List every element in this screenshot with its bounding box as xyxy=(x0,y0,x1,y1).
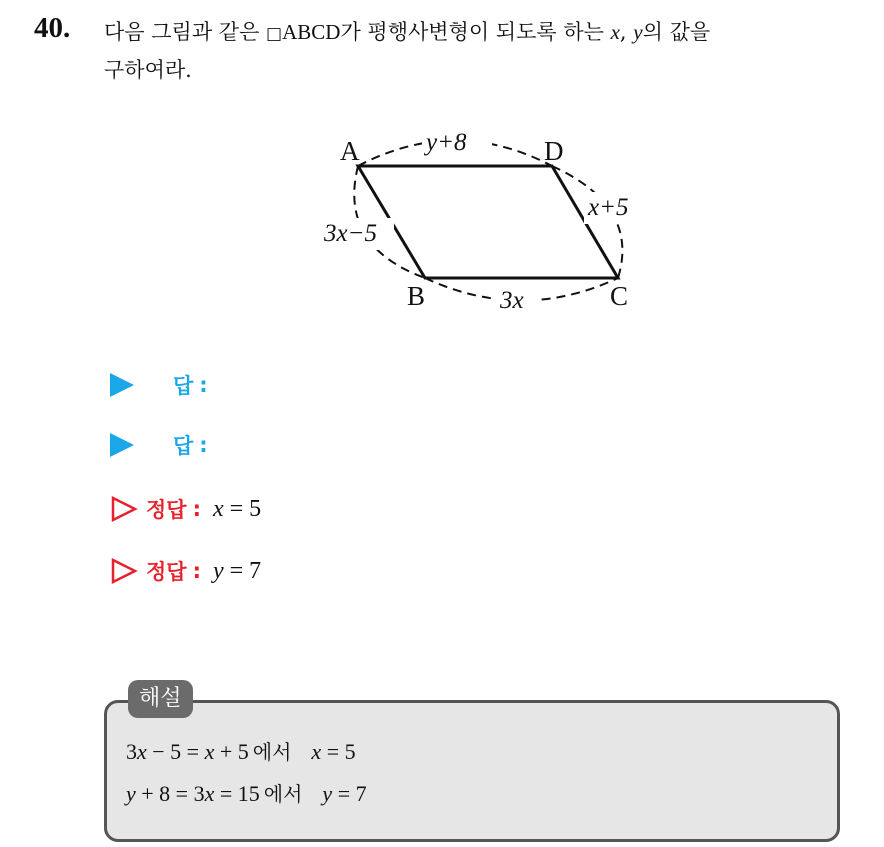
side-label-bc: 3x xyxy=(500,287,524,314)
question-text-part: 가 평행사변형이 되도록 하는 xyxy=(340,20,611,44)
side-label-ad: y+8 xyxy=(426,129,467,156)
answer-row-2 xyxy=(110,430,220,460)
correct-answer-row-1 xyxy=(110,494,261,524)
math-var: x xyxy=(311,739,322,764)
correct-answer-row-2 xyxy=(110,556,261,586)
korean-text: 에서 xyxy=(252,740,292,764)
solution-line-1 xyxy=(126,736,356,765)
math-var: x xyxy=(204,739,215,764)
question-text-line2: 구하여라. xyxy=(104,58,192,82)
answer-row-1 xyxy=(110,370,220,400)
math-var: y xyxy=(322,781,333,806)
math-var: y xyxy=(212,557,224,584)
outline-arrow-icon xyxy=(110,558,138,584)
vertex-label-b: B xyxy=(407,281,426,311)
vertex-label-d: D xyxy=(544,136,564,166)
correct-answer-value xyxy=(213,558,261,585)
answer-label: 답 xyxy=(173,434,194,458)
question-text-line1 xyxy=(104,16,710,46)
math-var: x xyxy=(204,781,215,806)
correct-answer-value xyxy=(213,496,261,523)
math-part: 3 xyxy=(126,739,137,764)
parallelogram xyxy=(358,166,618,278)
shape-name: ABCD xyxy=(282,20,341,44)
answer-arrow-icon xyxy=(110,433,134,457)
math-part: + 8 = 3 xyxy=(135,781,205,806)
answer-arrow-icon xyxy=(110,373,134,397)
math-part: = 5 xyxy=(321,739,356,764)
vertex-label-a: A xyxy=(340,136,360,166)
correct-answer-label: 정답 xyxy=(146,498,187,522)
comma: , xyxy=(619,20,634,44)
math-part: = 15 xyxy=(214,781,260,806)
math-rest: = 7 xyxy=(223,557,262,584)
outline-arrow-icon xyxy=(110,496,138,522)
vertex-label-c: C xyxy=(610,281,629,311)
square-symbol: □ xyxy=(266,24,283,44)
math-var: x xyxy=(137,739,147,764)
math-var: y xyxy=(126,781,136,806)
answer-label: 답 xyxy=(173,374,194,398)
solution-tab: 해설 xyxy=(128,680,193,718)
math-part: − 5 = xyxy=(146,739,205,764)
question-number: 40. xyxy=(34,12,71,44)
var-y: y xyxy=(633,20,643,44)
side-label-dc: x+5 xyxy=(588,194,629,221)
question-text-part: 의 값을 xyxy=(642,20,711,44)
math-part: + 5 xyxy=(214,739,249,764)
solution-box xyxy=(104,700,840,842)
answer-separator: : xyxy=(199,373,208,397)
side-label-ab: 3x−5 xyxy=(324,220,377,247)
math-var: x xyxy=(212,495,224,522)
korean-text: 에서 xyxy=(263,782,303,806)
parallelogram-diagram xyxy=(300,118,670,318)
question-text-part: 다음 그림과 같은 xyxy=(104,20,267,44)
solution-line-2 xyxy=(126,778,367,807)
var-x: x xyxy=(610,20,620,44)
correct-answer-label: 정답 xyxy=(146,560,187,584)
answer-separator: : xyxy=(199,433,208,457)
correct-answer-separator: : xyxy=(192,559,201,583)
math-part: = 7 xyxy=(332,781,367,806)
math-rest: = 5 xyxy=(223,495,262,522)
correct-answer-separator: : xyxy=(192,497,201,521)
